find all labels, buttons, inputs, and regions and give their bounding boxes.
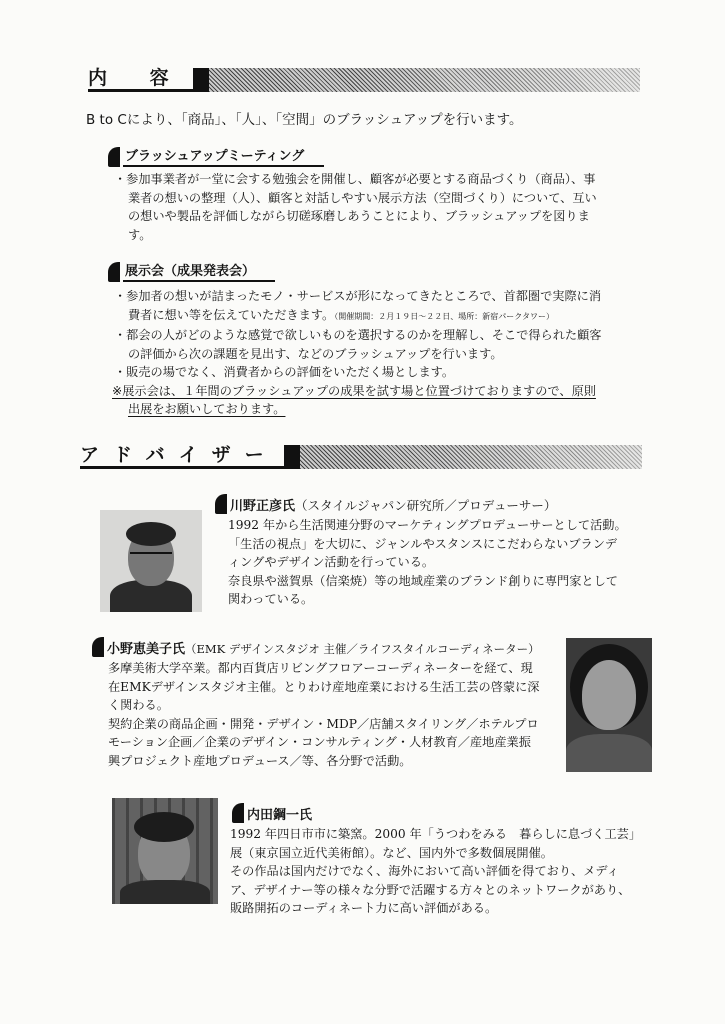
exhibition-line — [114, 306, 684, 327]
subheading-text: 展示会（成果発表会） — [123, 263, 275, 282]
tab-marker-icon — [108, 147, 120, 167]
bio-line: 多摩美術大学卒業。都内百貨店リビングフロアーコーディネーターを経て、現 — [108, 661, 533, 675]
exhibition-line: ・販売の場でなく、消費者からの評価をいただく場とします。 — [114, 365, 455, 379]
meeting-line: 業者の想いの整理（人）、顧客と対話しやすい展示方法（空間づくり）について、互い — [128, 190, 597, 205]
bio-line: ア、デザイナー等の様々な分野で活躍する方々とのネットワークがあり、 — [230, 882, 631, 897]
advisor-name: 内田鋼一氏 — [247, 808, 313, 823]
event-period-note: （開催期間：２月１９日〜２２日、場所：新宿パークタワー） — [334, 311, 555, 321]
exhibition-text: 費者に想い等を伝えていただきます。 — [128, 307, 335, 322]
meeting-description — [114, 170, 674, 244]
advisor-name: 川野正彦氏 — [230, 499, 296, 514]
advisor-heading-ono — [92, 635, 540, 657]
advisor-name: 小野恵美子氏 — [107, 642, 186, 657]
tab-marker-icon — [108, 262, 120, 282]
note-line: 出展をお願いしております。 — [128, 402, 286, 416]
advisor-bio-uchida — [230, 825, 660, 918]
tab-marker-icon — [232, 803, 244, 823]
bio-line: 1992 年四日市市に築窯。2000 年「うつわをみる 暮らしに息づく工芸」 — [230, 827, 642, 841]
section-title: アドバイザー — [80, 445, 284, 469]
advisor-heading-kawano — [215, 492, 556, 514]
bio-line: モーション企画／企業のデザイン・コンサルティング・人材教育／産地産業振 — [108, 735, 531, 750]
section-title: 内 容 — [88, 68, 193, 92]
section-header-advisors — [80, 445, 642, 469]
bio-line: その作品は国内だけでなく、海外において高い評価を得ており、メディ — [230, 864, 619, 879]
advisor-photo-uchida — [112, 798, 218, 904]
bio-line: 契約企業の商品企画・開発・デザイン・MDP／店舗スタイリング／ホテルプロ — [108, 716, 539, 731]
subheading-meeting — [108, 147, 324, 167]
advisor-bio-kawano — [228, 516, 648, 609]
header-pattern-bar — [284, 445, 642, 469]
meeting-line: す。 — [128, 227, 152, 242]
bio-line: ィングやデザイン活動を行っている。 — [228, 555, 435, 570]
header-pattern-bar — [193, 68, 640, 92]
tab-marker-icon — [215, 494, 227, 514]
advisor-role: （EMK デザインスタジオ 主催／ライフスタイルコーディネーター） — [185, 642, 540, 656]
bio-line: 1992 年から生活関連分野のマーケティングプロデューサーとして活動。 — [228, 518, 627, 532]
bio-line: 展（東京国立近代美術館）。など、国内外で多数個展開催。 — [230, 845, 553, 860]
advisor-photo-ono — [566, 638, 652, 772]
advisor-heading-uchida — [232, 801, 312, 823]
bio-line: 「生活の視点」を大切に、ジャンルやスタンスにこだわらないブランデ — [228, 536, 618, 551]
tab-marker-icon — [92, 637, 104, 657]
intro-text: B to Cにより、「商品」、「人」、「空間」のブラッシュアップを行います。 — [86, 112, 523, 128]
exhibition-line: ・都会の人がどのような感覚で欲しいものを選択するのかを理解し、そこで得られた顧客 — [114, 328, 602, 342]
advisor-photo-kawano — [100, 510, 202, 612]
section-header-naiyou — [88, 68, 640, 92]
bio-line: 在EMKデザインスタジオ主催。とりわけ産地産業における生活工芸の啓蒙に深 — [108, 679, 540, 694]
exhibition-line: の評価から次の課題を見出す、などのブラッシュアップを行います。 — [128, 346, 503, 361]
exhibition-note — [112, 382, 684, 419]
subheading-text: ブラッシュアップミーティング — [123, 148, 324, 167]
subheading-exhibition — [108, 262, 275, 282]
advisor-bio-ono — [108, 659, 558, 771]
advisor-role: （スタイルジャパン研究所／プロデューサー） — [295, 498, 557, 513]
bio-line: 販路開拓のコーディネート力に高い評価がある。 — [230, 901, 498, 916]
bio-line: 奈良県や滋賀県（信楽焼）等の地域産業のブランド創りに専門家として — [228, 573, 618, 588]
note-line: ※展示会は、１年間のブラッシュアップの成果を試す場と位置づけておりますので、原則 — [112, 383, 596, 398]
bio-line: 興プロジェクト産地プロデュース／等、各分野で活動。 — [108, 753, 412, 768]
exhibition-description — [114, 287, 684, 419]
bio-line: く関わる。 — [108, 698, 169, 713]
exhibition-line: ・参加者の想いが詰まったモノ・サービスが形になってきたところで、首都圏で実際に消 — [114, 289, 602, 303]
bio-line: 関わっている。 — [228, 592, 314, 607]
meeting-line: ・参加事業者が一堂に会する勉強会を開催し、顧客が必要とする商品づくり（商品）、事 — [114, 172, 596, 186]
meeting-line: の想いや製品を評価しながら切磋琢磨しあうことにより、ブラッシュアップを図りま — [128, 209, 590, 223]
